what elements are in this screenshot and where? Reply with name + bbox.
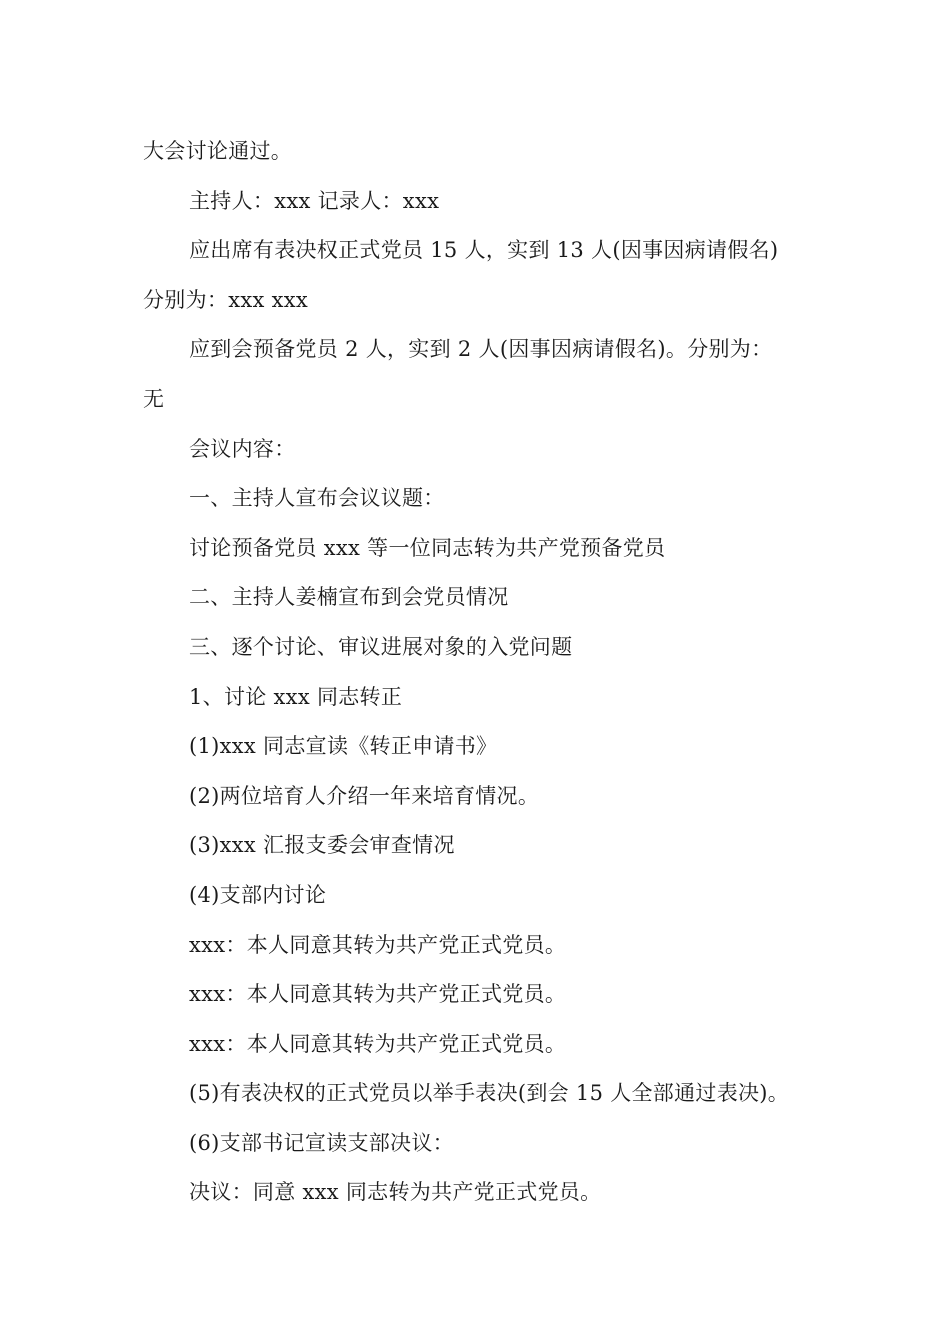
text-line: (6)支部书记宣读支部决议： <box>189 1130 454 1155</box>
text-line: 1、讨论 xxx 同志转正 <box>189 684 403 709</box>
text-line: 一、主持人宣布会议议题： <box>189 486 445 511</box>
text-line: 应到会预备党员 2 人，实到 2 人(因事因病请假名)。分别为： <box>189 337 773 362</box>
document-body <box>143 127 823 1218</box>
text-line: 分别为：xxx xxx <box>143 287 309 312</box>
text-line: 应出席有表决权正式党员 15 人，实到 13 人(因事因病请假名) <box>189 238 779 263</box>
text-line: 无 <box>143 386 165 411</box>
text-line: xxx：本人同意其转为共产党正式党员。 <box>189 982 567 1007</box>
text-line: 会议内容： <box>189 436 296 461</box>
text-line: (1)xxx 同志宣读《转正申请书》 <box>189 734 498 759</box>
text-line: 讨论预备党员 xxx 等一位同志转为共产党预备党员 <box>189 535 666 560</box>
text-line: (5)有表决权的正式党员以举手表决(到会 15 人全部通过表决)。 <box>189 1081 790 1106</box>
text-line: 主持人：xxx 记录人：xxx <box>189 188 440 213</box>
text-line: xxx：本人同意其转为共产党正式党员。 <box>189 1031 567 1056</box>
text-line: (3)xxx 汇报支委会审查情况 <box>189 833 455 858</box>
text-line: (4)支部内讨论 <box>189 882 327 907</box>
text-line: 大会讨论通过。 <box>143 139 293 163</box>
text-line: 决议：同意 xxx 同志转为共产党正式党员。 <box>189 1180 602 1205</box>
text-line: xxx：本人同意其转为共产党正式党员。 <box>189 932 567 957</box>
text-line: (2)两位培育人介绍一年来培育情况。 <box>189 783 540 808</box>
text-line: 三、逐个讨论、审议进展对象的入党问题 <box>189 634 573 659</box>
text-line: 二、主持人姜楠宣布到会党员情况 <box>189 585 509 610</box>
